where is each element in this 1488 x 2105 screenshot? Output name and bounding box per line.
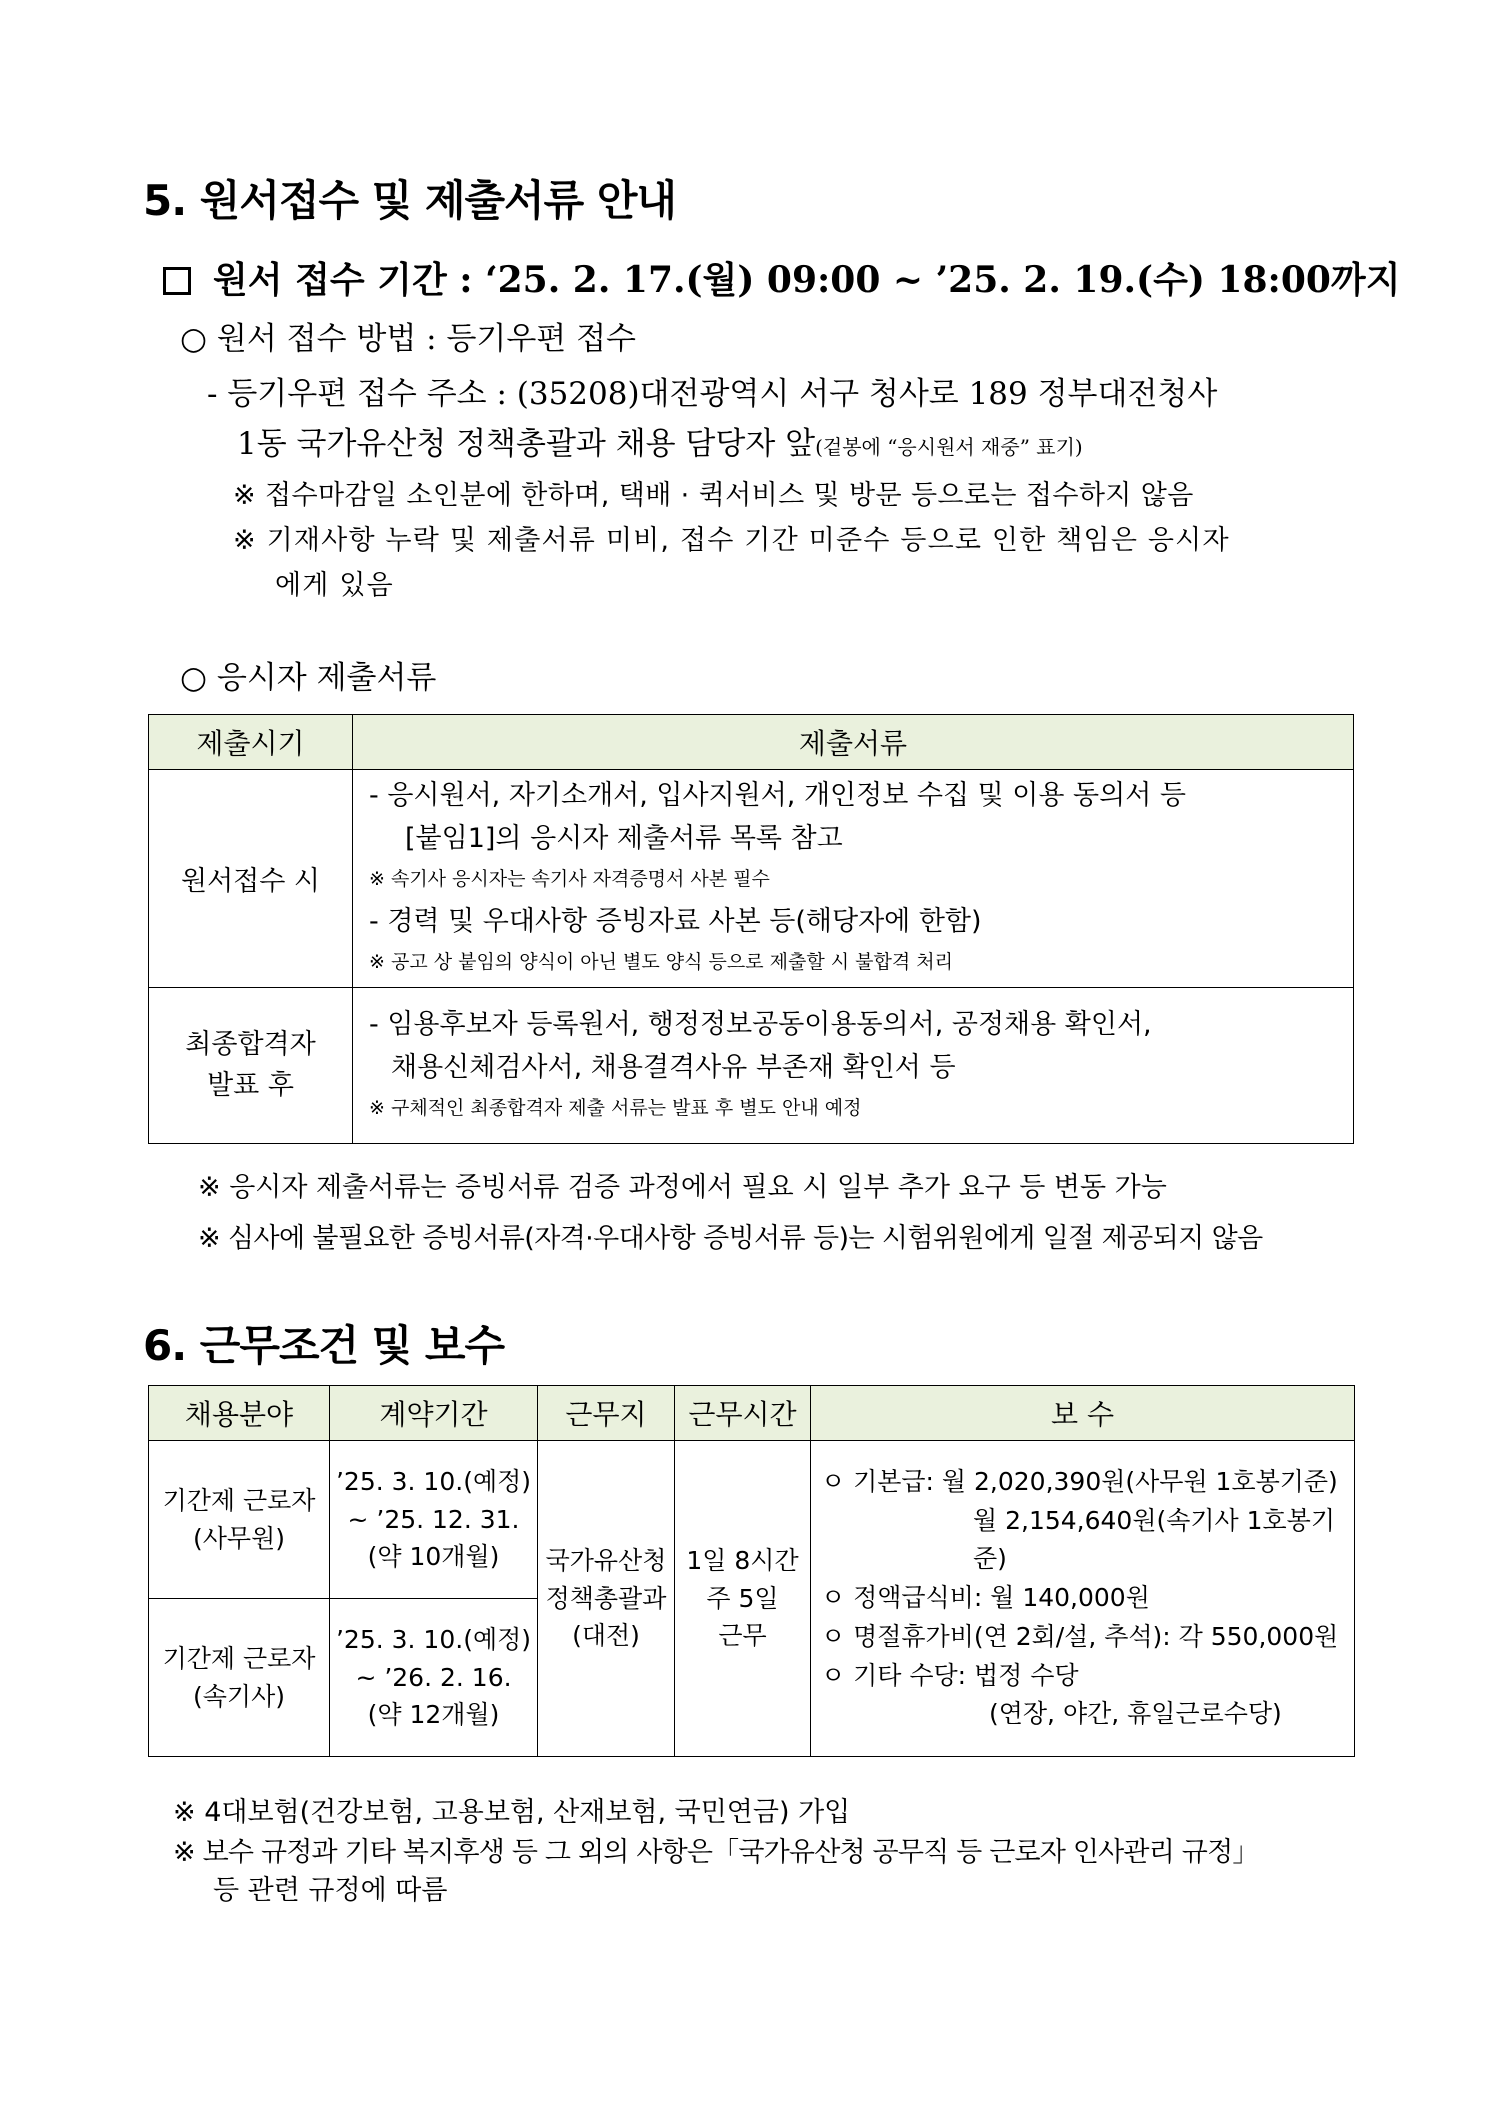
work-place-2: 정책총괄과 (545, 1583, 667, 1613)
docs-row1-note1: ※ 속기사 응시자는 속기사 자격증명서 사본 필수 (369, 868, 770, 891)
docs-after-note-1: ※ 응시자 제출서류는 증빙서류 검증 과정에서 필요 시 일부 추가 요구 등 변동 가능 (198, 1172, 1167, 1203)
work-hours-1: 1일 8시간 (686, 1546, 799, 1576)
docs-row1-line3: - 경력 및 우대사항 증빙자료 사본 등(해당자에 한함) (369, 906, 982, 938)
section-5-title: 5. 원서접수 및 제출서류 안내 (143, 176, 676, 225)
work-pay-2: 월 2,154,640원(속기사 1호봉기준) (973, 1505, 1335, 1574)
work-after-note-2-cont: 등 관련 규정에 따름 (213, 1875, 448, 1906)
note-deadline: ※ 접수마감일 소인분에 한하며, 택배 · 퀵서비스 및 방문 등으로는 접수하지 않음 (233, 480, 1194, 511)
address-text: 1동 국가유산청 정책총괄과 채용 담당자 앞 (237, 426, 816, 462)
work-pay-5: ㅇ 기타 수당: 법정 수당 (821, 1660, 1079, 1690)
work-row1-period-3: (약 10개월) (367, 1542, 500, 1572)
work-header-field: 채용분야 (149, 1386, 330, 1441)
work-after-note-2: ※ 보수 규정과 기타 복지후생 등 그 외의 사항은「국가유산청 공무직 등 근로자 인사관리 규정」 (173, 1837, 1259, 1868)
work-pay-4: ㅇ 명절휴가비(연 2회/설, 추석): 각 550,000원 (821, 1621, 1339, 1651)
application-period (163, 252, 1400, 303)
docs-heading: ○ 응시자 제출서류 (180, 660, 437, 696)
address-line-2 (237, 418, 1083, 463)
docs-header-when: 제출시기 (149, 715, 353, 770)
docs-row1-content (353, 770, 1354, 988)
docs-row2-line2: 채용신체검사서, 채용결격사유 부존재 확인서 등 (391, 1051, 956, 1083)
work-row2-period (330, 1599, 538, 1757)
work-place (538, 1441, 675, 1757)
work-hours-3: 근무 (718, 1621, 767, 1651)
section-6-title: 6. 근무조건 및 보수 (143, 1321, 505, 1370)
work-conditions-table (148, 1385, 1355, 1757)
application-method: ○ 원서 접수 방법 : 등기우편 접수 (180, 321, 636, 357)
work-pay (811, 1441, 1355, 1757)
note-responsibility-cont: 에게 있음 (275, 570, 394, 601)
docs-row2-content (353, 988, 1354, 1144)
work-row1-field (149, 1441, 330, 1599)
work-row2-field-2: (속기사) (193, 1681, 285, 1711)
address-note: (겉봉에 “응시원서 재중” 표기) (815, 435, 1083, 459)
work-pay-6: (연장, 야간, 휴일근로수당) (989, 1699, 1282, 1729)
work-row1-period-2: ~ ’25. 12. 31. (347, 1504, 520, 1534)
documents-table (148, 714, 1354, 1144)
docs-row1-line1: - 응시원서, 자기소개서, 입사지원서, 개인정보 수집 및 이용 동의서 등 (369, 780, 1186, 811)
address-line-1: - 등기우편 접수 주소 : (35208)대전광역시 서구 청사로 189 정부대전청사 (207, 376, 1218, 412)
work-header-hours: 근무시간 (675, 1386, 811, 1441)
docs-row1-when: 원서접수 시 (149, 770, 353, 988)
docs-row2-when-2: 발표 후 (207, 1069, 294, 1101)
docs-header-docs: 제출서류 (353, 715, 1354, 770)
work-header-period: 계약기간 (330, 1386, 538, 1441)
docs-row2-when-1: 최종합격자 (185, 1029, 316, 1061)
docs-row2-line1: - 임용후보자 등록원서, 행정정보공동이용동의서, 공정채용 확인서, (369, 1008, 1152, 1040)
work-place-3: (대전) (572, 1621, 640, 1651)
docs-row2-when (149, 988, 353, 1144)
work-row2-period-1: ’25. 3. 10.(예정) (335, 1625, 532, 1655)
work-hours (675, 1441, 811, 1757)
work-row1-period (330, 1441, 538, 1599)
work-row1-field-1: 기간제 근로자 (162, 1486, 316, 1515)
docs-row1-note2: ※ 공고 상 붙임의 양식이 아닌 별도 양식 등으로 제출할 시 불합격 처리 (369, 951, 953, 974)
checkbox-square-icon (163, 267, 191, 295)
work-row2-period-3: (약 12개월) (367, 1700, 500, 1730)
work-header-place: 근무지 (538, 1386, 675, 1441)
work-place-1: 국가유산청 (545, 1546, 667, 1576)
work-header-pay: 보 수 (811, 1386, 1355, 1441)
docs-row2-note: ※ 구체적인 최종합격자 제출 서류는 발표 후 별도 안내 예정 (369, 1097, 862, 1120)
work-row1-field-2: (사무원) (193, 1523, 285, 1553)
docs-row1-line2: [붙임1]의 응시자 제출서류 목록 참고 (405, 823, 843, 855)
application-period-text: 원서 접수 기간 : ‘25. 2. 17.(월) 09:00 ~ ’25. 2. 19.(수) 18:00까지 (213, 259, 1401, 301)
work-pay-3: ㅇ 정액급식비: 월 140,000원 (821, 1583, 1150, 1613)
work-row1-period-1: ’25. 3. 10.(예정) (335, 1467, 532, 1497)
work-row2-period-2: ~ ’26. 2. 16. (355, 1662, 512, 1692)
work-row2-field-1: 기간제 근로자 (162, 1644, 316, 1673)
work-hours-2: 주 5일 (706, 1583, 779, 1613)
work-after-note-1: ※ 4대보험(건강보험, 고용보험, 산재보험, 국민연금) 가입 (173, 1797, 851, 1828)
note-responsibility: ※ 기재사항 누락 및 제출서류 미비, 접수 기간 미준수 등으로 인한 책임은 응시자 (233, 525, 1230, 556)
work-pay-1: ㅇ 기본급: 월 2,020,390원(사무원 1호봉기준) (821, 1466, 1338, 1496)
docs-after-note-2: ※ 심사에 불필요한 증빙서류(자격·우대사항 증빙서류 등)는 시험위원에게 일절 제공되지 않음 (198, 1223, 1263, 1254)
work-row2-field (149, 1599, 330, 1757)
